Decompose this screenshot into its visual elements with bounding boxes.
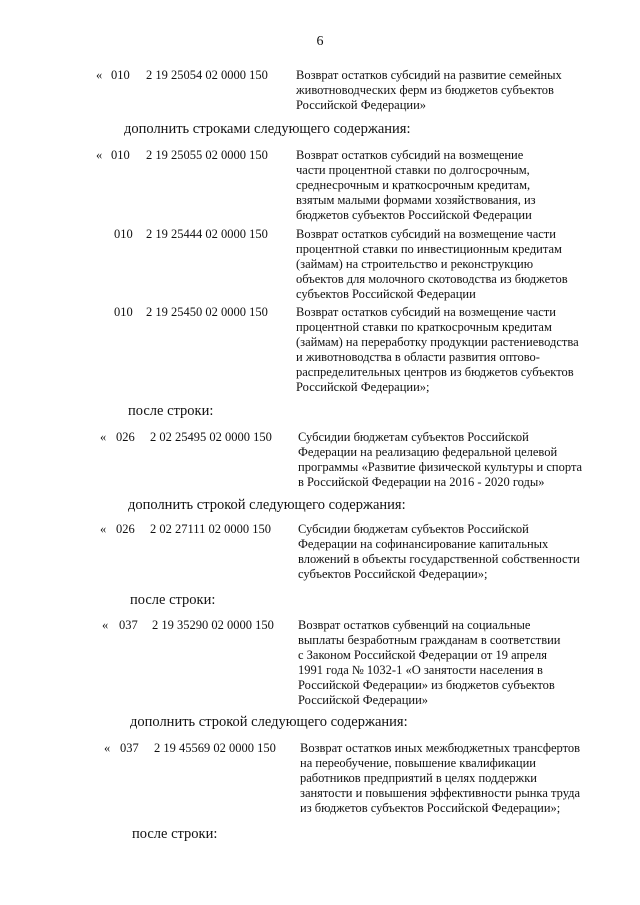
description-line: субъектов Российской Федерации»; xyxy=(298,567,488,581)
instruction-text: дополнить строкой следующего содержания: xyxy=(128,497,406,513)
opening-quote: « xyxy=(100,430,107,444)
opening-quote: « xyxy=(102,618,109,632)
description-line: среднесрочным и краткосрочным кредитам, xyxy=(296,178,531,192)
description-line: и животноводства в области развития оптово- xyxy=(296,350,540,364)
description-line: Российской Федерации» xyxy=(298,693,429,707)
description xyxy=(296,68,608,113)
description-line: работников предприятий в целях поддержки xyxy=(300,771,537,785)
description-line: (займам) на строительство и реконструкцию xyxy=(296,257,534,271)
instruction-text: после строки: xyxy=(132,826,218,842)
opening-quote: « xyxy=(96,68,103,82)
description-line: Российской Федерации» xyxy=(296,98,427,112)
description-line: процентной ставки по краткосрочным кредитам xyxy=(296,320,552,334)
description-line: части процентной ставки по долгосрочным, xyxy=(296,163,530,177)
description xyxy=(296,227,608,302)
description-line: Федерации на софинансирование капитальных xyxy=(298,537,549,551)
description xyxy=(298,430,610,490)
admin-code: 026 xyxy=(116,522,135,536)
description-line: Субсидии бюджетам субъектов Российской xyxy=(298,522,529,536)
admin-code: 010 xyxy=(114,227,133,241)
budget-code: 2 19 25054 02 0000 150 xyxy=(146,68,268,82)
admin-code: 010 xyxy=(111,148,130,162)
budget-code: 2 19 25450 02 0000 150 xyxy=(146,305,268,319)
description-line: программы «Развитие физической культуры и спорта xyxy=(298,460,583,474)
budget-code: 2 02 27111 02 0000 150 xyxy=(150,522,271,536)
instruction-text: после строки: xyxy=(130,592,216,608)
budget-code: 2 19 25055 02 0000 150 xyxy=(146,148,268,162)
budget-code: 2 02 25495 02 0000 150 xyxy=(150,430,272,444)
opening-quote: « xyxy=(104,741,111,755)
description-line: вложений в объекты государственной собственности xyxy=(298,552,580,566)
opening-quote: « xyxy=(96,148,103,162)
admin-code: 026 xyxy=(116,430,135,444)
description xyxy=(296,148,608,223)
admin-code: 010 xyxy=(114,305,133,319)
description-line: 1991 года № 1032-1 «О занятости населения в xyxy=(298,663,543,677)
description-line: Возврат остатков субвенций на социальные xyxy=(298,618,531,632)
instruction-text: дополнить строками следующего содержания: xyxy=(124,121,411,137)
description-line: на переобучение, повышение квалификации xyxy=(300,756,536,770)
instruction-text: дополнить строкой следующего содержания: xyxy=(130,714,408,730)
description-line: Российской Федерации» из бюджетов субъектов xyxy=(298,678,555,692)
admin-code: 037 xyxy=(119,618,138,632)
budget-code: 2 19 25444 02 0000 150 xyxy=(146,227,268,241)
description-line: выплаты безработным гражданам в соответствии xyxy=(298,633,561,647)
description-line: Возврат остатков субсидий на возмещение части xyxy=(296,227,556,241)
description-line: Субсидии бюджетам субъектов Российской xyxy=(298,430,529,444)
description-line: объектов для молочного скотоводства из бюджетов xyxy=(296,272,568,286)
description-line: занятости и повышения эффективности рынка труда xyxy=(300,786,581,800)
description-line: Возврат остатков субсидий на возмещение части xyxy=(296,305,556,319)
admin-code: 010 xyxy=(111,68,130,82)
description xyxy=(298,618,610,708)
page-number: 6 xyxy=(316,34,324,49)
description xyxy=(296,305,608,395)
description-line: Федерации на реализацию федеральной целевой xyxy=(298,445,558,459)
description-line: Возврат остатков субсидий на развитие семейных xyxy=(296,68,562,82)
description-line: взятым малыми формами хозяйствования, из xyxy=(296,193,536,207)
description xyxy=(300,741,612,816)
description xyxy=(298,522,610,582)
opening-quote: « xyxy=(100,522,107,536)
description-line: процентной ставки по инвестиционным кредитам xyxy=(296,242,562,256)
description-line: распределительных центров из бюджетов субъектов xyxy=(296,365,574,379)
description-line: животноводческих ферм из бюджетов субъектов xyxy=(296,83,554,97)
budget-code: 2 19 45569 02 0000 150 xyxy=(154,741,276,755)
instruction-text: после строки: xyxy=(128,403,214,419)
description-line: Возврат остатков иных межбюджетных трансфертов xyxy=(300,741,581,755)
description-line: бюджетов субъектов Российской Федерации xyxy=(296,208,532,222)
description-line: субъектов Российской Федерации xyxy=(296,287,476,301)
description-line: Возврат остатков субсидий на возмещение xyxy=(296,148,524,162)
description-line: из бюджетов субъектов Российской Федерации»; xyxy=(300,801,561,815)
description-line: в Российской Федерации на 2016 - 2020 годы» xyxy=(298,475,545,489)
budget-code: 2 19 35290 02 0000 150 xyxy=(152,618,274,632)
description-line: с Законом Российской Федерации от 19 апреля xyxy=(298,648,547,662)
admin-code: 037 xyxy=(120,741,139,755)
description-line: Российской Федерации»; xyxy=(296,380,430,394)
description-line: (займам) на переработку продукции растениеводства xyxy=(296,335,579,349)
